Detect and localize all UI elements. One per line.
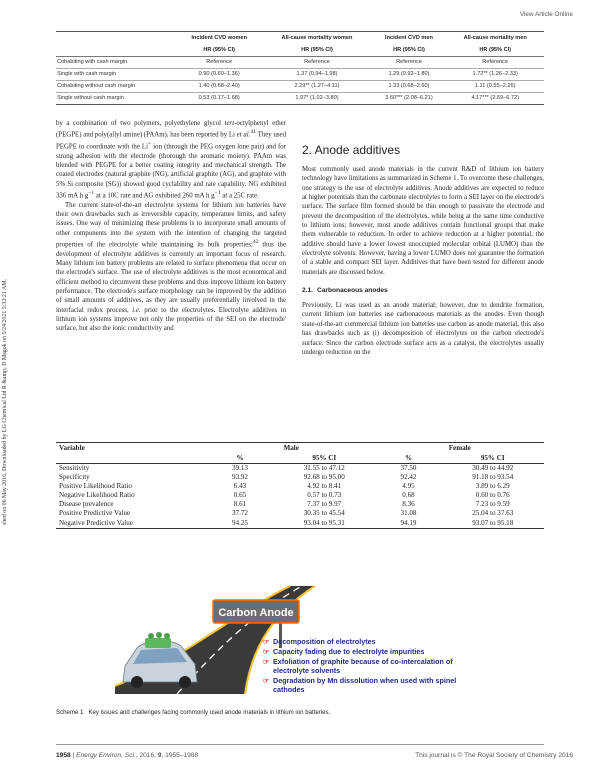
table2-header-cell: 95% CI: [273, 453, 376, 464]
download-watermark: [2, 130, 10, 525]
table2-cell: 7.37 to 9.97: [307, 500, 342, 509]
table2-header-row: [56, 443, 544, 454]
issue-list: [263, 637, 456, 694]
table2-cell: 39.13: [232, 464, 248, 472]
carbon-anode-sign-label: Carbon Anode: [218, 607, 294, 619]
table2-cell: 37.72: [232, 509, 248, 518]
issue-text: electrolyte solvents: [273, 666, 341, 675]
table2-cell: 93.07 to 95.18: [442, 519, 545, 529]
scheme-caption: [56, 709, 330, 716]
table2-cell: 92.42: [400, 473, 417, 482]
table-row: [56, 92, 544, 104]
citation-ref[interactable]: 42: [252, 238, 259, 245]
table2-cell: Positive Predictive Value: [59, 509, 131, 518]
table1-header-cell: [56, 44, 176, 57]
bullet-icon: ☞: [263, 649, 270, 656]
table1-header-cell: HR (95% CI): [176, 44, 262, 57]
table1-header-cell: [56, 32, 176, 45]
download-watermark-text: shed on 06 May 2016. Downloaded by LG Chemical Ltd R &amp; D Magok on 5/24/2021 5:33:21 AM.: [2, 279, 8, 525]
table-row: [56, 57, 544, 69]
issue-text: Degradation by Mn dissolution when used with spinel: [273, 676, 457, 685]
table1-cell: Cohabiting without cash margin: [56, 80, 176, 92]
table1-cell: Reference: [176, 57, 262, 69]
table2-cell: 6.43: [233, 482, 247, 491]
table1-cell: 1.33 (0.68–2.60): [372, 80, 447, 92]
table1-header-cell: Incident CVD women: [176, 32, 262, 45]
view-article-online-link[interactable]: View Article Online: [519, 11, 573, 18]
right-column-text: [302, 143, 544, 455]
table1-cell: 1.97* (1.02–3.80): [262, 92, 371, 104]
table2-header-cell: Variable: [56, 443, 207, 454]
table-row: [56, 68, 544, 80]
table2-cell: 3.89 to 6.29: [475, 482, 510, 491]
table2-cell: 94.25: [207, 519, 273, 529]
table2-cell: Sensitivity: [59, 464, 90, 472]
table2-cell: 8.36: [402, 500, 415, 509]
table1-cell: 3.60*** (2.08–6.21): [372, 92, 447, 104]
table-row: [56, 500, 544, 509]
table-row: [56, 464, 544, 474]
bullet-icon: ☞: [263, 678, 270, 685]
paragraph: Most commonly used anode materials in the current R&D of lithium ion battery technology have limitations as summarized in Scheme 1. To overcome these challenges, one strategy is the use of electrolyte additives. Anode additives are expected to reduce at higher potentials than the carbonate electrolytes to form a SEI layer on the electrode's surface. The surface film formed should be thin enough to passivate the electrode and prevent the decomposition of the electrolytes, while being at the same time conductive to lithium ions; however, most anode additives contain functional groups that make them vulnerable to reduction. In order to achieve reduction at a higher potential, the additive should have a lower lowest unoccupied molecular orbital (LUMO) than the electrolyte solvents. However, having a lower LUMO does not guarantee the formation of a stable and compact SEI layer. Additives that have been tested for different anode materials are discussed below.: [302, 166, 544, 276]
scheme-1-illustration: [115, 578, 495, 694]
diagnostic-accuracy-table: [56, 442, 544, 529]
table2-cell: 37.50: [400, 464, 417, 472]
table1-cell: Single without cash margin: [56, 92, 176, 104]
table1-cell: 2.29** (1.27–4.11): [262, 80, 371, 92]
table2-cell: Positive Likelihood Ratio: [59, 482, 132, 491]
page-number: 1958: [56, 752, 71, 759]
table2-cell: 31.08: [400, 509, 417, 518]
table2-cell: 91.18 to 93.54: [472, 473, 514, 482]
cohabitation-hr-table: [56, 31, 544, 105]
bullet-icon: ☞: [263, 639, 270, 646]
issue-text: cathodes: [273, 685, 305, 694]
table2-header-cell: %: [376, 453, 442, 464]
table1-cell: Reference: [262, 57, 371, 69]
subsection-heading: 2.1. Carbonaceous anodes: [302, 287, 388, 295]
table2-cell: 30.35 to 45.54: [303, 509, 345, 518]
section-heading: 2. Anode additives: [302, 143, 401, 157]
table1-header-cell: Incident CVD men: [372, 32, 447, 45]
table1-header-cell: All-cause mortality women: [262, 32, 371, 45]
table-row: [56, 509, 544, 518]
table2-header-cell: Male: [207, 443, 376, 454]
table2-cell: Negative Predictive Value: [56, 519, 207, 529]
table2-cell: Specificity: [59, 473, 90, 482]
table2-cell: 4.92 to 8.41: [307, 482, 342, 491]
table2-header-cell: %: [207, 453, 273, 464]
paragraph: The current state-of-the-art electrolyte systems for lithium ion batteries have their own drawbacks such as irreversible capacity, temperature limits, and safety issues. One way of minimizing these problems is to incorporate small amounts of other components into the system with the intention of changing the targeted properties of the electrolyte while maintaining its bulk properties;$^{42}$ thus the development of electrolyte additives is currently an important focus of research. Many lithium ion battery problems are related to surface phenomena that occur on the electrode's surface. The use of electrolyte additives is the most economical and efficient method to circumvent these problems and thus improve lithium ion battery performance. The electrode's surface morphology can be improved by the addition of small amounts of additives, as they are usually preferentially involved in the interfacial redox process, i.e. prior to the electrolytes. Electrolyte additives in lithium ion systems improve not only the properties of the SEI on the electrode' surface, but also the ionic conductivity and: [56, 201, 286, 333]
table2-cell: 4.95: [402, 482, 415, 491]
paragraph: by a combination of two polymers, polyethylene glycol tert-octylphenyl ether (PEGPE) and poly(allyl amine) (PAAm), has been reported by Li et al.$^{41}$ They used PEGPE to coordinate with the Li+ ion (through the PEG oxygen lone pair) and for strong adhesion with the electrode (thorough the aromatic moiety). PAAm was blended with PEGPE for a better coating integrity and mechanical strength. The coated electrodes (natural graphite (NG), artificial graphite (AG), and graphite with 5% Si composite (SG)) showed good cyclability and rate capability. NG exhibited 336 mA h $g^{-1}$ at a 10C rate and AG exhibited 260 mA h $g^{-1}$ at a 25C rate.: [56, 120, 286, 200]
table-row: [56, 482, 544, 491]
table1-header-cell: All-cause mortality men: [446, 32, 544, 45]
footer-divider: [56, 744, 544, 745]
table1-cell: 4.17*** (2.59–6.72): [446, 92, 544, 104]
table1-cell: 1.11 (0.55–2.26): [446, 80, 544, 92]
table2-cell: 8.61: [233, 500, 247, 509]
table1-cell: 0.53 (0.17–1.68): [176, 92, 262, 104]
table2-cell: 93.92: [232, 473, 248, 482]
footer-citation: 1958 | Energy Environ. Sci., 2016, 9, 1955–1988: [56, 752, 199, 759]
journal-name: Energy Environ. Sci.: [76, 752, 136, 759]
table2-cell: Disease prevalence: [59, 500, 114, 509]
table2-cell: Negative Likelihood Ratio: [59, 491, 135, 500]
table1-header-row: [56, 32, 544, 45]
car-icon: [123, 632, 197, 688]
scheme-caption-text: Key issues and challenges facing commonly used anode materials in lithium ion batteries.: [88, 709, 331, 716]
table1-cell: Cohabiting with cash margin: [56, 57, 176, 69]
table2-cell: 31.55 to 47.12: [303, 464, 345, 472]
scheme-label: Scheme 1: [56, 709, 84, 716]
table2-cell: 30.49 to 44.92: [472, 464, 514, 472]
table1-cell: 1.29 (0.92–1.80): [372, 68, 447, 80]
table1-cell: Reference: [446, 57, 544, 69]
table1-cell: 0.90 (0.60–1.36): [176, 68, 262, 80]
table2-header-cell: [56, 453, 207, 464]
table2-cell: 94.19: [376, 519, 442, 529]
issue-text: Decomposition of electrolytes: [273, 637, 376, 646]
table1-cell: 1.37 (0.94–1.98): [262, 68, 371, 80]
table2-cell: 92.68 to 95.00: [303, 473, 345, 482]
issue-text: Capacity fading due to electrolyte impurities: [273, 647, 425, 656]
issue-text: Exfoliation of graphite because of co-intercalation of: [273, 657, 453, 666]
table-row: [56, 473, 544, 482]
table2-header-cell: Female: [376, 443, 545, 454]
table1-cell: Single with cash margin: [56, 68, 176, 80]
table2-cell: 0.60 to 0.76: [475, 491, 510, 500]
table2-cell: 0.68: [402, 491, 415, 500]
table-row: [56, 519, 544, 529]
table1-cell: 1.40 (0.68–2.40): [176, 80, 262, 92]
paragraph: Previously, Li was used as an anode material; however, due to dendrite formation, current lithium ion batteries use carbonaceous materials as the anodes. Even though state-of-the-art commercial lithium ion batteries use carbon as anode material, this also has drawbacks such as (i) decomposition of electrolytes on the carbon electrode's surface. Since the carbon electrode surface acts as a catalyst, the electrolytes usually undergo reduction on the: [302, 302, 544, 356]
table1-header-cell: HR (95% CI): [446, 44, 544, 57]
table2-header-cell: 95% CI: [442, 453, 545, 464]
table2-cell: 0.57 to 0.73: [307, 491, 342, 500]
table2-cell: 7.23 to 9.59: [475, 500, 510, 509]
table1-header-cell: HR (95% CI): [372, 44, 447, 57]
table1-header-cell: HR (95% CI): [262, 44, 371, 57]
table1-header-row: [56, 44, 544, 57]
table2-cell: 0.65: [233, 491, 247, 500]
bullet-icon: ☞: [263, 659, 270, 666]
table-row: [56, 80, 544, 92]
table2-cell: 93.04 to 95.31: [273, 519, 376, 529]
citation-ref[interactable]: 41: [250, 129, 257, 136]
table1-cell: Reference: [372, 57, 447, 69]
table1-cell: 1.72** (1.26–2.33): [446, 68, 544, 80]
left-column-text: [56, 119, 286, 455]
table2-header-row: [56, 453, 544, 464]
copyright-note: This journal is © The Royal Society of Chemistry 2016: [415, 752, 573, 759]
table2-cell: 25.04 to 37.63: [472, 509, 514, 518]
table-row: [56, 491, 544, 500]
